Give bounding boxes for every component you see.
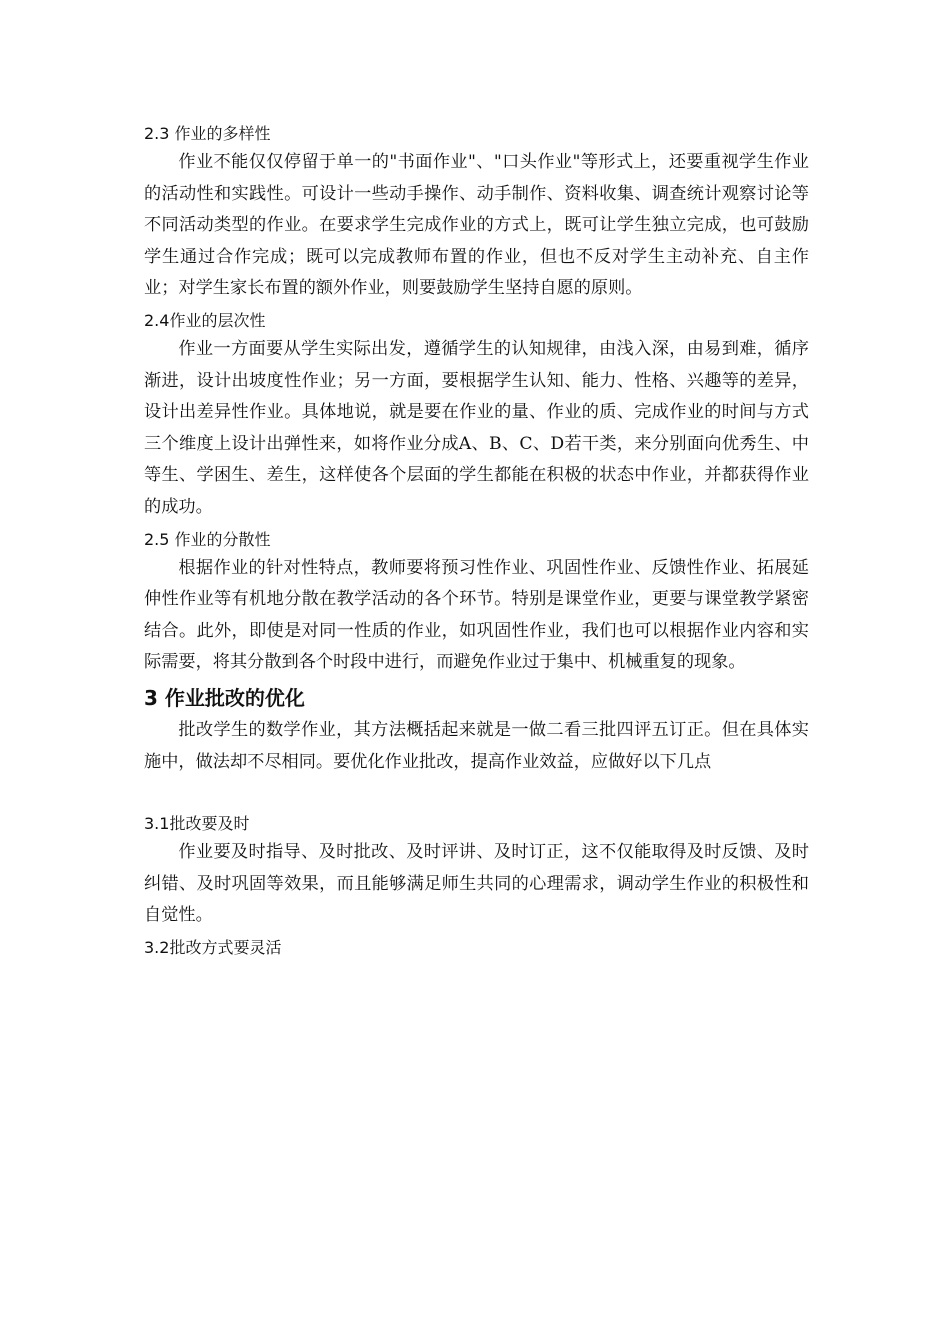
section-heading-2-4: 2.4作业的层次性 <box>144 310 266 330</box>
document-page <box>144 118 809 961</box>
blank-line <box>144 778 809 808</box>
section-paragraph-2-3: 作业不能仅仅停留于单一的"书面作业"、"口头作业"等形式上，还要重视学生作业的活动性和实践性。可设计一些动手操作、动手制作、资料收集、调查统计观察讨论等不同活动类型的作业。在要求学生完成作业的方式上，既可让学生独立完成，也可鼓励学生通过合作完成；既可以完成教师布置的作业，但也不反对学生主动补充、自主作业；对学生家长布置的额外作业，则要鼓励学生坚持自愿的原则。 <box>144 152 809 299</box>
section-heading-3-2: 3.2批改方式要灵活 <box>144 937 282 957</box>
section-heading-3-1: 3.1批改要及时 <box>144 814 250 834</box>
section-paragraph-3-1: 作业要及时指导、及时批改、及时评讲、及时订正，这不仅能取得及时反馈、及时纠错、及时巩固等效果，而且能够满足师生共同的心理需求，调动学生作业的积极性和自觉性。 <box>144 842 809 926</box>
section-heading-2-5: 2.5 作业的分散性 <box>144 529 271 549</box>
section-paragraph-2-4: 作业一方面要从学生实际出发，遵循学生的认知规律，由浅入深，由易到难，循序渐进，设计出坡度性作业；另一方面，要根据学生认知、能力、性格、兴趣等的差异，设计出差异性作业。具体地说，就是要在作业的量、作业的质、完成作业的时间与方式三个维度上设计出弹性来，如将作业分成A、B、C、D若干类，来分别面向优秀生、中等生、学困生、差生，这样使各个层面的学生都能在积极的状态中作业，并都获得作业的成功。 <box>144 338 809 517</box>
section-heading-2-3: 2.3 作业的多样性 <box>144 124 271 143</box>
chapter-paragraph-3: 批改学生的数学作业，其方法概括起来就是一做二看三批四评五订正。但在具体实施中，做法却不尽相同。要优化作业批改，提高作业效益，应做好以下几点 <box>144 719 809 772</box>
section-paragraph-2-5: 根据作业的针对性特点，教师要将预习性作业、巩固性作业、反馈性作业、拓展延伸性作业等有机地分散在教学活动的各个环节。特别是课堂作业，更要与课堂教学紧密结合。此外，即使是对同一性质的作业，如巩固性作业，我们也可以根据作业内容和实际需要，将其分散到各个时段中进行，而避免作业过于集中、机械重复的现象。 <box>144 557 809 673</box>
chapter-heading-3: 3 作业批改的优化 <box>144 685 305 710</box>
